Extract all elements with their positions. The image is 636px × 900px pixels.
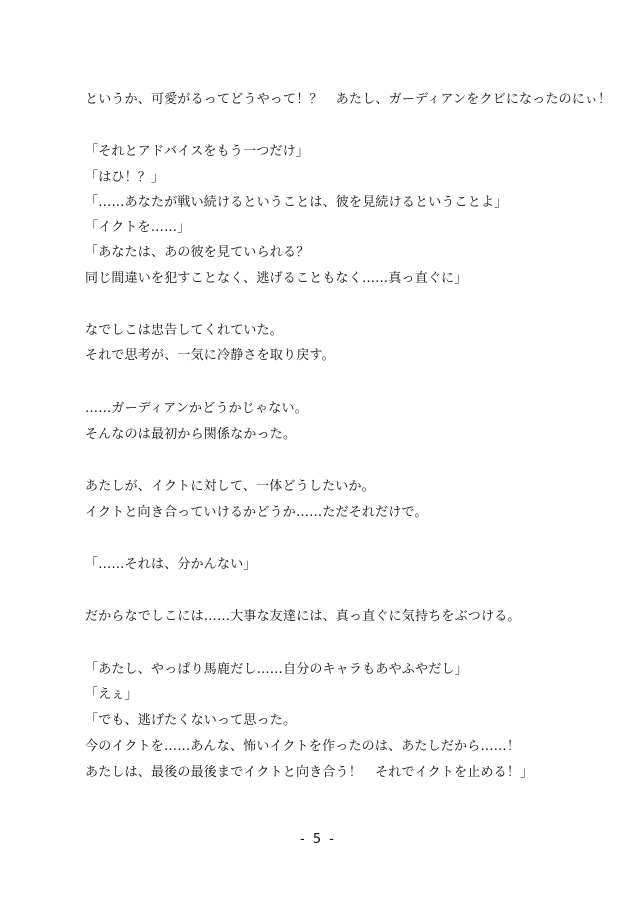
text-line: 「でも、逃げたくないって思った。 <box>85 713 297 728</box>
text-line: だからなでしこには……大事な友達には、真っ直ぐに気持ちをぶつける。 <box>85 609 521 624</box>
text-line: それで思考が、一気に冷静さを取り戻す。 <box>85 348 335 363</box>
text-line: 「……それは、分かんない」 <box>85 557 257 572</box>
text-line: あたしは、最後の最後までイクトと向き合う！ それでイクトを止める！」 <box>85 765 534 780</box>
text-line: そんなのは最初から関係なかった。 <box>85 427 297 442</box>
text-line: イクトと向き合っていけるかどうか……ただそれだけで。 <box>85 505 428 520</box>
text-line: あたしが、イクトに対して、一体どうしたいか。 <box>85 479 375 494</box>
text-line: 今のイクトを……あんな、怖いイクトを作ったのは、あたしだから……！ <box>85 739 521 754</box>
text-line: 「はひ！？」 <box>85 170 165 185</box>
text-line: 「イクトを……」 <box>85 220 191 235</box>
page-number: - 5 - <box>300 832 336 847</box>
text-line: 「えぇ」 <box>85 687 138 702</box>
text-line: 「あたし、やっぱり馬鹿だし……自分のキャラもあやふやだし」 <box>85 662 468 677</box>
text-line: 「それとアドバイスをもう一つだけ」 <box>85 144 310 159</box>
text-line: 「あなたは、あの彼を見ていられる？ <box>85 245 310 260</box>
text-line: というか、可愛がるってどうやって！？ あたし、ガーディアンをクビになったのにぃ！ <box>85 92 612 107</box>
text-line: ……ガーディアンかどうかじゃない。 <box>85 401 308 416</box>
text-line: 同じ間違いを犯すことなく、逃げることもなく……真っ直ぐに」 <box>85 271 468 286</box>
text-line: 「……あなたが戦い続けるということは、彼を見続けるということよ」 <box>85 195 508 210</box>
text-line: なでしこは忠告してくれていた。 <box>85 323 284 338</box>
